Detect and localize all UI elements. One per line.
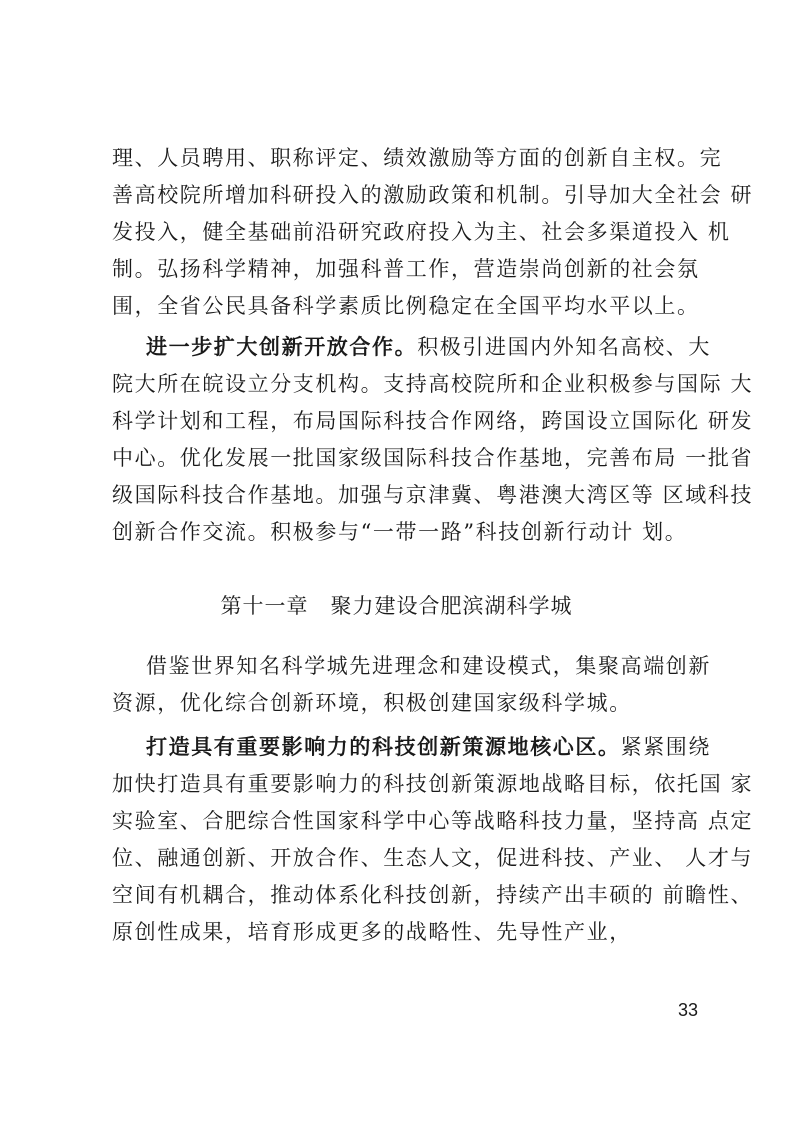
paragraph-3-line-2: 资源，优化综合创新环境，积极创建国家级科学城。	[112, 691, 632, 715]
paragraph-1-line-1: 理、人员聘用、职称评定、绩效激励等方面的创新自主权。完	[112, 146, 723, 170]
paragraph-2-line-5: 级国际科技合作基地。加强与京津冀、粤港澳大湾区等 区域科技	[112, 483, 754, 507]
paragraph-1-line-5: 围，全省公民具备科学素质比例稳定在全国平均水平以上。	[112, 294, 700, 318]
page-number: 33	[677, 1000, 698, 1020]
chapter-heading	[0, 588, 793, 624]
paragraph-2-line-2: 院大所在皖设立分支机构。支持高校院所和企业积极参与国际 大	[112, 372, 754, 396]
paragraph-2-first-rest: 积极引进国内外知名高校、大	[417, 335, 712, 359]
paragraph-3-line-1: 借鉴世界知名科学城先进理念和建设模式，集聚高端创新	[146, 654, 711, 678]
paragraph-2-line-3: 科学计划和工程，布局国际科技合作网络，跨国设立国际化 研发	[112, 409, 754, 433]
paragraph-4-lead: 打造具有重要影响力的科技创新策源地核心区。	[146, 735, 621, 759]
chapter-title: 聚力建设合肥滨湖科学城	[330, 594, 573, 618]
paragraph-1-line-2: 善高校院所增加科研投入的激励政策和机制。引导加大全社会 研	[112, 183, 754, 207]
paragraph-4-line-2: 加快打造具有重要影响力的科技创新策源地战略目标，依托国 家	[112, 772, 754, 796]
paragraph-4-line-5: 空间有机耦合，推动体系化科技创新，持续产出丰硕的 前瞻性、	[112, 883, 754, 907]
paragraph-4-first-rest: 紧紧围绕	[620, 735, 712, 759]
paragraph-2-line-1	[146, 329, 726, 365]
paragraph-4-line-4: 位、融通创新、开放合作、生态人文，促进科技、产业、 人才与	[112, 846, 754, 870]
paragraph-2-line-6: 创新合作交流。积极参与“一带一路”科技创新行动计 划。	[112, 520, 688, 544]
chapter-number: 第十一章	[220, 594, 309, 618]
paragraph-4-line-3: 实验室、合肥综合性国家科学中心等战略科技力量，坚持高 点定	[112, 809, 754, 833]
paragraph-4-line-6: 原创性成果，培育形成更多的战略性、先导性产业，	[112, 920, 632, 944]
paragraph-2-line-4: 中心。优化发展一批国家级国际科技合作基地，完善布局 一批省	[112, 446, 754, 470]
paragraph-1-line-3: 发投入，健全基础前沿研究政府投入为主、社会多渠道投入 机	[112, 220, 731, 244]
paragraph-4-line-1	[146, 729, 726, 765]
paragraph-2-lead: 进一步扩大创新开放合作。	[146, 335, 418, 359]
paragraph-1-line-4: 制。弘扬科学精神，加强科普工作，营造崇尚创新的社会氛	[112, 257, 700, 281]
